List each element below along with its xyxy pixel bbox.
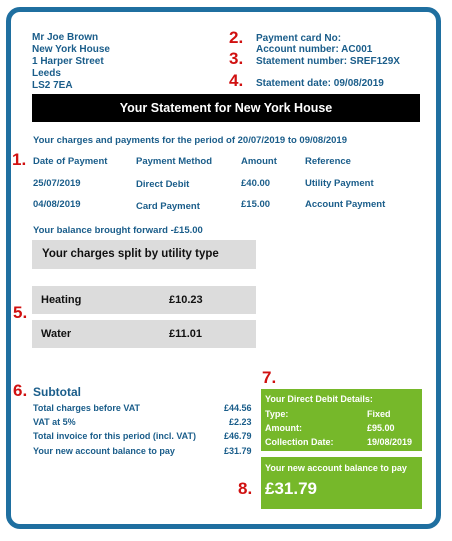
- subtotal-value: £44.56: [224, 403, 252, 413]
- utility-label: Water: [41, 328, 72, 340]
- address-city: Leeds: [32, 68, 61, 79]
- direct-debit-title: Your Direct Debit Details:: [265, 394, 373, 404]
- subtotal-value: £46.79: [224, 431, 252, 441]
- table-header-reference: Reference: [305, 156, 351, 167]
- subtotal-label: Total invoice for this period (incl. VAT): [33, 431, 197, 441]
- subtotal-title: Subtotal: [33, 385, 81, 399]
- table-cell: 04/08/2019: [33, 199, 81, 210]
- address-name: Mr Joe Brown: [32, 32, 99, 43]
- table-cell: £15.00: [241, 199, 271, 210]
- table-header-method: Payment Method: [136, 156, 213, 167]
- table-cell: Utility Payment: [305, 178, 374, 189]
- marker-4: 4.: [229, 71, 244, 90]
- statement-date: Statement date: 09/08/2019: [256, 78, 384, 89]
- table-cell: £40.00: [241, 178, 271, 189]
- dd-collection-value: 19/08/2019: [367, 437, 413, 447]
- subtotal-label: Total charges before VAT: [33, 403, 141, 413]
- dd-collection-label: Collection Date:: [265, 437, 334, 447]
- marker-1: 1.: [12, 150, 27, 169]
- marker-8: 8.: [238, 479, 253, 498]
- balance-box-label: Your new account balance to pay: [265, 463, 407, 473]
- utility-row-heating: [32, 286, 256, 314]
- utility-value: £10.23: [169, 294, 203, 306]
- marker-3: 3.: [229, 49, 244, 68]
- subtotal-label: VAT at 5%: [33, 417, 76, 427]
- utility-row-water: [32, 320, 256, 348]
- dd-type-label: Type:: [265, 409, 289, 419]
- utility-label: Heating: [41, 294, 82, 306]
- subtotal-value: £31.79: [224, 446, 252, 456]
- address-line1: New York House: [32, 44, 110, 55]
- table-cell: Direct Debit: [136, 179, 190, 190]
- marker-2: 2.: [229, 28, 244, 47]
- utility-value: £11.01: [169, 328, 203, 340]
- balance-box-amount: £31.79: [265, 479, 317, 498]
- period-text: Your charges and payments for the period of 20/07/2019 to 09/08/2019: [33, 135, 347, 146]
- marker-5: 5.: [13, 303, 28, 322]
- statement-number: Statement number: SREF129X: [256, 56, 400, 67]
- direct-debit-box: [261, 389, 422, 451]
- table-cell: 25/07/2019: [33, 178, 81, 189]
- subtotal-value: £2.23: [229, 417, 252, 427]
- dd-amount-label: Amount:: [265, 423, 302, 433]
- dd-type-value: Fixed: [367, 409, 391, 419]
- address-postcode: LS2 7EA: [32, 80, 73, 91]
- account-number: Account number: AC001: [256, 44, 373, 55]
- subtotal-label: Your new account balance to pay: [33, 446, 175, 456]
- payment-card-label: Payment card No:: [256, 33, 342, 44]
- balance-brought-forward: Your balance brought forward -£15.00: [33, 225, 203, 236]
- address-line2: 1 Harper Street: [32, 56, 104, 67]
- table-header-amount: Amount: [241, 156, 277, 167]
- marker-7: 7.: [262, 368, 277, 387]
- address-block: [32, 32, 110, 92]
- table-header-date: Date of Payment: [33, 156, 108, 167]
- split-heading: Your charges split by utility type: [32, 240, 256, 269]
- table-cell: Account Payment: [305, 199, 386, 210]
- table-cell: Card Payment: [136, 201, 200, 212]
- balance-box: [261, 457, 422, 509]
- marker-6: 6.: [13, 381, 28, 400]
- statement-banner: Your Statement for New York House: [32, 94, 420, 122]
- dd-amount-value: £95.00: [367, 423, 395, 433]
